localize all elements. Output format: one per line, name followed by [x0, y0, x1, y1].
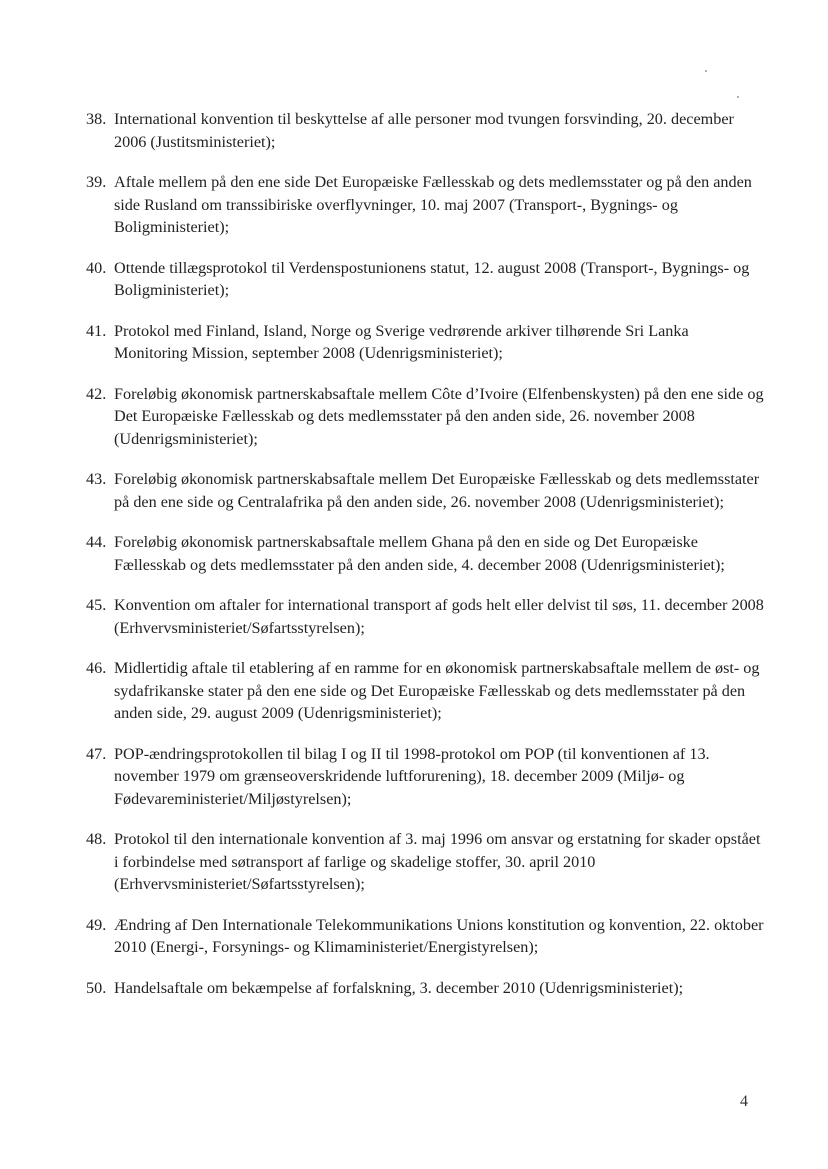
item-text: Midlertidig aftale til etablering af en ramme for en økonomisk partnerskabsaftale mellem de øst- og sydafrikanske stater på den ene side og Det Europæiske Fællesskab og dets medlemsstater på den anden side, 29. august 2009 (Udenrigsministeriet);: [114, 659, 760, 722]
list-item: [86, 914, 766, 959]
list-item: [86, 468, 766, 513]
item-number: 50.: [86, 978, 107, 997]
list-item: [86, 977, 766, 1000]
scan-speck: [737, 96, 739, 98]
item-text: Ændring af Den Internationale Telekommunikations Unions konstitution og konvention, 22. oktober 2010 (Energi-, Forsynings- og Klimaministeriet/Energistyrelsen);: [114, 915, 764, 956]
list-item: [86, 257, 766, 302]
item-number: 47.: [86, 744, 107, 763]
item-number: 46.: [86, 659, 107, 677]
item-text: Protokol til den internationale konvention af 3. maj 1996 om ansvar og erstatning for skader opstået i forbindelse med søtransport af farlige og skadelige stoffer, 30. april 2010 (Erhvervsministeriet/Søfartsstyrelsen);: [114, 830, 761, 893]
item-number: 43.: [86, 470, 107, 488]
list-item: [86, 743, 766, 811]
list-item: [86, 171, 766, 239]
item-number: 49.: [86, 915, 107, 934]
list-item: [86, 320, 766, 365]
item-number: 39.: [86, 173, 107, 191]
page-number: 4: [740, 1093, 748, 1110]
list-item: [86, 594, 766, 639]
list-item: [86, 531, 766, 576]
list-item: [86, 108, 766, 153]
item-text: Handelsaftale om bekæmpelse af forfalskning, 3. december 2010 (Udenrigsministeriet);: [114, 978, 684, 997]
list-item: [86, 383, 766, 451]
item-text: International konvention til beskyttelse af alle personer mod tvungen forsvinding, 20. december 2006 (Justitsministeriet);: [114, 110, 734, 151]
item-text: Ottende tillægsprotokol til Verdenspostunionens statut, 12. august 2008 (Transport-, Bygnings- og Boligministeriet);: [114, 258, 750, 299]
item-number: 42.: [86, 384, 107, 403]
item-number: 40.: [86, 258, 107, 277]
item-text: Foreløbig økonomisk partnerskabsaftale mellem Côte d’Ivoire (Elfenbenskysten) på den ene side og Det Europæiske Fællesskab og dets medlemsstater på den anden side, 26. november 2008 (Udenrigsministeriet);: [114, 384, 764, 448]
item-number: 44.: [86, 533, 107, 551]
item-number: 41.: [86, 321, 107, 340]
item-number: 48.: [86, 830, 107, 848]
scan-speck: [705, 70, 707, 72]
list-item: [86, 657, 766, 725]
item-number: 45.: [86, 596, 107, 614]
item-number: 38.: [86, 110, 107, 128]
treaty-list: [86, 108, 766, 1017]
item-text: Foreløbig økonomisk partnerskabsaftale mellem Det Europæiske Fællesskab og dets medlemsstater på den ene side og Centralafrika på den anden side, 26. november 2008 (Udenrigsministeriet);: [114, 470, 760, 511]
list-item: [86, 828, 766, 896]
item-text: POP-ændringsprotokollen til bilag I og II til 1998-protokol om POP (til konventionen af 13. november 1979 om grænseoverskridende luftforurening), 18. december 2009 (Miljø- og Fødevareministeriet/Miljøstyrelsen);: [114, 744, 710, 808]
item-text: Protokol med Finland, Island, Norge og Sverige vedrørende arkiver tilhørende Sri Lanka Monitoring Mission, september 2008 (Udenrigsministeriet);: [114, 321, 689, 362]
item-text: Foreløbig økonomisk partnerskabsaftale mellem Ghana på den en side og Det Europæiske Fællesskab og dets medlemsstater på den anden side, 4. december 2008 (Udenrigsministeriet);: [114, 533, 725, 574]
item-text: Konvention om aftaler for international transport af gods helt eller delvist til søs, 11. december 2008 (Erhvervsministeriet/Søfartsstyrelsen);: [114, 596, 764, 637]
item-text: Aftale mellem på den ene side Det Europæiske Fællesskab og dets medlemsstater og på den anden side Rusland om transsibiriske overflyvninger, 10. maj 2007 (Transport-, Bygnings- og Boligministeriet);: [114, 173, 752, 236]
